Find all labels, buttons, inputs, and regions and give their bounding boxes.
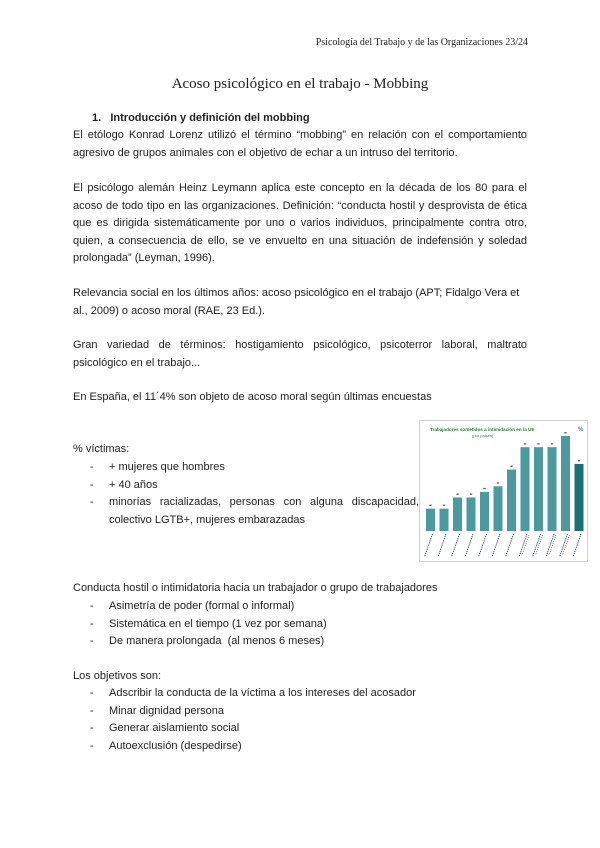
list-item: - + 40 años bbox=[73, 477, 419, 495]
list-item: - Minar dignidad persona bbox=[73, 703, 527, 721]
chart-bar bbox=[548, 447, 557, 531]
list-item: - + mujeres que hombres bbox=[73, 459, 419, 477]
chart-tick-label bbox=[465, 534, 473, 557]
chart-value-marker bbox=[456, 493, 458, 494]
victims-list bbox=[73, 459, 419, 529]
list-item: - Sistemática en el tiempo (1 vez por semana) bbox=[73, 616, 527, 634]
chart-value-marker bbox=[510, 466, 512, 467]
chart-subtitle: (por países) bbox=[472, 433, 494, 438]
chart-value-marker bbox=[483, 488, 485, 489]
chart-tick-label bbox=[546, 534, 554, 557]
conduct-list bbox=[73, 598, 527, 651]
chart-value-marker bbox=[537, 443, 539, 444]
paragraph-terminos: Gran variedad de términos: hostigamiento psicológico, psicoterror laboral, maltrato psicológico en el trabajo... bbox=[73, 339, 527, 369]
chart-tick-label bbox=[560, 534, 568, 557]
chart-tick-label bbox=[438, 534, 446, 557]
chart-bar bbox=[534, 447, 543, 531]
chart-bar bbox=[467, 497, 476, 531]
chart-value-marker bbox=[497, 482, 499, 483]
chart-bar bbox=[480, 492, 489, 531]
chart-tick-label bbox=[573, 534, 581, 557]
paragraph-leymann: El psicólogo alemán Heinz Leymann aplica este concepto en la década de los 80 para el acoso de todo tipo en las organizaciones. Definición: “conducta hostil y desprovista de ética que es dirigida sistemáticamente por uno o varios individuos, principalmente contra otro, quien, a consecuencia de ello, se ve envuelto en una situación de indefensión y soledad prolongada” (Leyman, 1996). bbox=[73, 182, 527, 264]
chart-bar bbox=[494, 486, 503, 531]
chart-bar bbox=[575, 464, 584, 531]
list-item: - Generar aislamiento social bbox=[73, 720, 527, 738]
objectives-heading: Los objetivos son: bbox=[73, 670, 162, 682]
section-heading bbox=[92, 112, 310, 124]
chart-tick-label bbox=[519, 534, 527, 557]
list-item: - minorías racializadas, personas con alguna discapacidad, colectivo LGTB+, mujeres embarazadas bbox=[73, 494, 419, 529]
chart-tick-label bbox=[492, 534, 500, 557]
paragraph-lorenz: El etólogo Konrad Lorenz utilizó el término “mobbing” en relación con el comportamiento agresivo de grupos animales con el objetivo de echar a un intruso del territorio. bbox=[73, 129, 527, 159]
chart-title: Trabajadores sometidos a intimidación en la UE bbox=[430, 427, 535, 432]
chart-value-marker bbox=[470, 493, 472, 494]
chart-bar bbox=[561, 436, 570, 531]
list-item: - Autoexclusión (despedirse) bbox=[73, 738, 527, 756]
chart-value-marker bbox=[429, 505, 431, 506]
page-title: Acoso psicológico en el trabajo - Mobbing bbox=[171, 76, 429, 92]
chart-value-marker bbox=[564, 432, 566, 433]
chart-corner-mark: % bbox=[578, 427, 584, 433]
section-title: Introducción y definición del mobbing bbox=[110, 112, 310, 124]
list-item: - De manera prolongada (al menos 6 meses) bbox=[73, 633, 527, 651]
chart-value-marker bbox=[551, 443, 553, 444]
list-item: - Adscribir la conducta de la víctima a los intereses del acosador bbox=[73, 685, 527, 703]
chart-tick-label bbox=[452, 534, 460, 557]
page-header: Psicología del Trabajo y de las Organizaciones 23/24 bbox=[315, 37, 528, 48]
chart-value-marker bbox=[524, 443, 526, 444]
objectives-list bbox=[73, 685, 527, 755]
chart-bar bbox=[453, 497, 462, 531]
chart-tick-label bbox=[425, 534, 433, 557]
bullying-chart bbox=[419, 420, 588, 562]
chart-bar bbox=[440, 509, 449, 531]
chart-bar bbox=[507, 470, 516, 531]
paragraph-espana: En España, el 11´4% son objeto de acoso moral según últimas encuestas bbox=[73, 391, 432, 403]
chart-tick-label bbox=[533, 534, 541, 557]
chart-svg bbox=[420, 421, 587, 561]
section-number: 1. bbox=[92, 112, 102, 124]
chart-tick-label bbox=[506, 534, 514, 557]
conduct-heading: Conducta hostil o intimidatoria hacia un trabajador o grupo de trabajadores bbox=[73, 582, 438, 594]
list-item: - Asimetría de poder (formal o informal) bbox=[73, 598, 527, 616]
victims-heading: % víctimas: bbox=[73, 443, 130, 455]
chart-bar bbox=[426, 509, 435, 531]
paragraph-relevancia: Relevancia social en los últimos años: acoso psicológico en el trabajo (APT; Fidalgo Vera et al., 2009) o acoso moral (RAE, 23 Ed.). bbox=[73, 287, 520, 317]
chart-value-marker bbox=[578, 460, 580, 461]
chart-value-marker bbox=[443, 505, 445, 506]
chart-tick-label bbox=[479, 534, 487, 557]
chart-bar bbox=[521, 447, 530, 531]
